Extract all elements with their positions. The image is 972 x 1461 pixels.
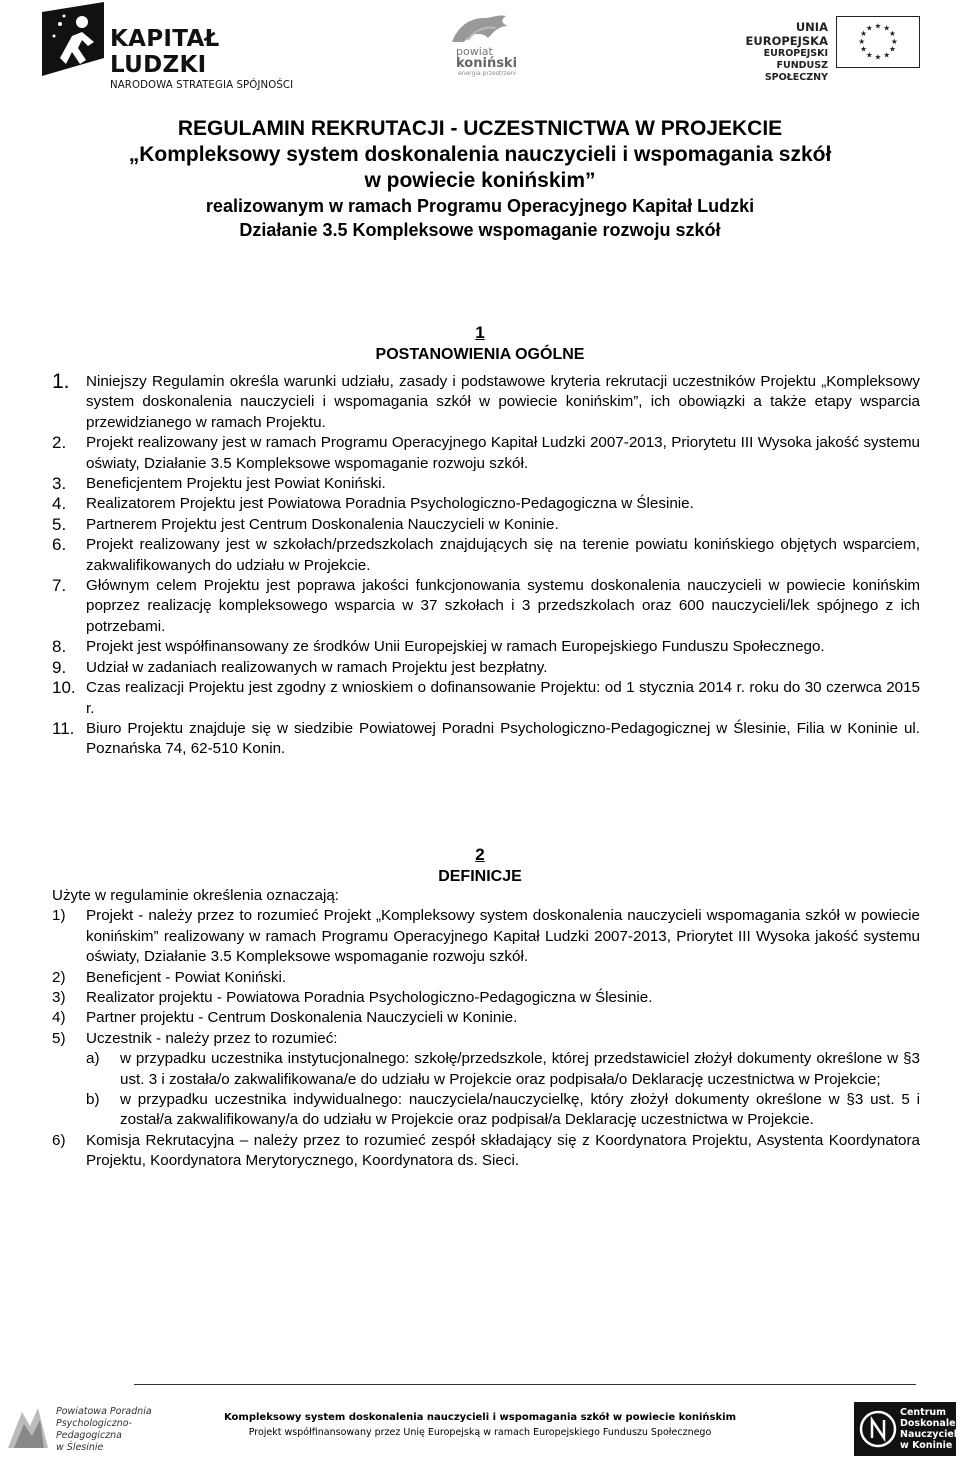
list-item: 4) Partner projektu - Centrum Doskonalenia Nauczycieli w Koninie. <box>52 1009 518 1027</box>
koninski-label: koniński <box>456 56 518 71</box>
eu-label: UNIA EUROPEJSKA <box>745 20 828 48</box>
title-line-5: Działanie 3.5 Kompleksowe wspomaganie rozwoju szkół <box>239 220 721 240</box>
powiat-koninski-logo <box>442 12 552 77</box>
list-item: 6. Projekt realizowany jest w szkołach/przedszkolach znajdujących się na terenie powiatu konińskiego objętych wsparciem, zakwalifikowanych do udziału w Projekcie. <box>52 535 920 574</box>
svg-text:★: ★ <box>888 44 896 54</box>
list-item: 9. Udział w zadaniach realizowanych w ramach Projektu jest bezpłatny. <box>52 657 548 677</box>
title-line-1: REGULAMIN REKRUTACJI - UCZESTNICTWA W PROJEKCIE <box>177 117 783 140</box>
powiat-tagline: energia przestrzeni <box>458 70 516 77</box>
svg-text:★: ★ <box>888 29 896 39</box>
list-item: 5. Partnerem Projektu jest Centrum Doskonalenia Nauczycieli w Koninie. <box>52 514 559 534</box>
title-line-3: w powiecie konińskim” <box>364 169 596 192</box>
list-item: 5) Uczestnik - należy przez to rozumieć: a) w przypadku uczestnika instytucjonalnego: szkołę/przedszkole, której przedstawiciel złożył dokumenty określone w §3 ust. 3 i została/o zakwalifikowana/e do udziału w Projekcie oraz podpisała/o Deklarację uczestnictwa w Projekcie; b) w przypadku uczestnika indywidualnego: nauczyciela/nauczycielkę, który złożył dokumenty określone w §3 ust. 5 i został/a zakwalifikowany/a do udziału w Projekcie oraz podpisał/a Deklarację uczestnictwa w Projekcie. <box>52 1029 920 1131</box>
section-1-title: POSTANOWIENIA OGÓLNE <box>375 346 585 363</box>
efs-label-1: EUROPEJSKI <box>763 48 828 59</box>
list-item: b) w przypadku uczestnika indywidualnego: nauczyciela/nauczycielkę, który złożył dokumenty określone w §3 ust. 5 i został/a zakwalifikowany/a do udziału w Projekcie oraz podpisał/a Deklarację uczestnictwa w Projekcie. <box>86 1091 920 1129</box>
section-1-list <box>52 372 920 760</box>
list-item: a) w przypadku uczestnika instytucjonalnego: szkołę/przedszkole, której przedstawiciel złożył dokumenty określone w §3 ust. 3 i została/o zakwalifikowana/e do udziału w Projekcie oraz podpisała/o Deklarację uczestnictwa w Projekcie; <box>86 1050 920 1088</box>
section-2-list <box>52 886 920 1172</box>
powiat-label: powiat <box>456 45 493 58</box>
svg-text:★: ★ <box>860 44 868 54</box>
list-item: 3. Beneficjentem Projektu jest Powiat Koniński. <box>52 474 386 494</box>
footer-funding-note: Projekt współfinansowany przez Unię Europejską w ramach Europejskiego Funduszu Społecznego <box>248 1427 712 1438</box>
svg-text:★: ★ <box>883 50 891 60</box>
title-line-2: „Kompleksowy system doskonalenia nauczycieli i wspomagania szkół <box>128 143 832 166</box>
definitions-lead: Użyte w regulaminie określenia oznaczają: <box>52 887 340 904</box>
kapital-ludzki-subtitle: NARODOWA STRATEGIA SPÓJNOŚCI <box>110 80 294 91</box>
cdn-mark-icon <box>858 1406 898 1452</box>
svg-text:★: ★ <box>890 36 898 46</box>
list-item: 2. Projekt realizowany jest w ramach Programu Operacyjnego Kapitał Ludzki 2007-2013, Priorytetu III Wysoka jakość systemu oświaty, Działanie 3.5 Kompleksowe wspomaganie rozwoju szkół. <box>52 433 920 472</box>
svg-text:★: ★ <box>883 23 891 33</box>
cdn-line-2: Doskonalenia <box>900 1418 972 1429</box>
poradnia-line-2: Psychologiczno-Pedagogiczna <box>56 1418 132 1441</box>
cdn-logo <box>854 1402 972 1456</box>
poradnia-line-1: Powiatowa Poradnia <box>56 1406 152 1417</box>
section-1-number: 1 <box>475 323 485 342</box>
svg-text:★: ★ <box>874 21 882 31</box>
svg-text:★: ★ <box>865 23 873 33</box>
svg-text:★: ★ <box>865 50 873 60</box>
kapital-ludzki-logo <box>42 2 302 91</box>
document-title <box>0 116 960 242</box>
section-2-number: 2 <box>475 845 485 864</box>
eu-logo <box>716 16 926 83</box>
footer-text <box>0 1410 960 1440</box>
list-item: 6) Komisja Rekrutacyjna – należy przez to rozumieć zespół składający się z Koordynatora Projektu, Asystenta Koordynatora Projektu, Koordynatora Merytorycznego, Koordynatora ds. Sieci. <box>52 1131 920 1170</box>
footer-project-name: Kompleksowy system doskonalenia nauczycieli i wspomagania szkół w powiecie konińskim <box>223 1412 737 1423</box>
list-item: 1) Projekt - należy przez to rozumieć Projekt „Kompleksowy system doskonalenia nauczycieli wspomagania szkół w powiecie konińskim” realizowany w ramach Programu Operacyjnego Kapitał Ludzki 2007-2013, Priorytet III Wysoka jakość systemu oświaty, Działanie 3.5 Kompleksowe wspomaganie rozwoju szkół. <box>52 907 920 966</box>
list-item: 4. Realizatorem Projektu jest Powiatowa Poradnia Psychologiczno-Pedagogiczna w Ślesinie. <box>52 494 694 514</box>
svg-text:★: ★ <box>858 36 866 46</box>
poradnia-line-3: w Ślesinie <box>56 1442 104 1453</box>
horse-icon <box>448 12 514 46</box>
section-2-heading <box>0 844 960 888</box>
page-header <box>0 0 960 91</box>
list-item: 10. Czas realizacji Projektu jest zgodny z wnioskiem o dofinansowanie Projektu: od 1 stycznia 2014 r. roku do 30 czerwca 2015 r. <box>52 678 920 717</box>
svg-text:★: ★ <box>860 29 868 39</box>
svg-text:★: ★ <box>874 52 882 62</box>
list-item: 1. Niniejszy Regulamin określa warunki udziału, zasady i podstawowe kryteria rekrutacji uczestników Projektu „Kompleksowy system doskonalenia nauczycieli i wspomagania szkół w powiecie konińskim”, ich obowiązki a także etapy wsparcia przewidzianego w ramach Projektu. <box>52 370 920 431</box>
cdn-line-3: Nauczycieli <box>900 1429 961 1440</box>
title-line-4: realizowanym w ramach Programu Operacyjnego Kapitał Ludzki <box>205 196 755 216</box>
list-item: 2) Beneficjent - Powiat Koniński. <box>52 968 287 986</box>
list-item: 8. Projekt jest współfinansowany ze środków Unii Europejskiej w ramach Europejskiego Funduszu Społecznego. <box>52 637 825 657</box>
section-2-title: DEFINICJE <box>438 868 522 885</box>
kapital-ludzki-title: KAPITAŁ LUDZKI <box>110 26 220 78</box>
participant-subtypes <box>86 1049 920 1131</box>
kapital-ludzki-figure-icon <box>42 2 104 76</box>
cdn-line-1: Centrum <box>900 1407 947 1418</box>
eu-flag-icon <box>836 16 920 68</box>
section-1-heading <box>0 322 960 366</box>
cdn-line-4: w Koninie <box>900 1440 953 1451</box>
list-item: 7. Głównym celem Projektu jest poprawa jakości funkcjonowania systemu doskonalenia nauczycieli w powiecie konińskim poprzez realizację kompleksowego wsparcia w 37 szkołach i 3 przedszkolach oraz 600 nauczycieli/lek spójnego z ich potrzebami. <box>52 576 920 635</box>
efs-label-2: FUNDUSZ SPOŁECZNY <box>764 60 828 83</box>
list-item: 11. Biuro Projektu znajduje się w siedzibie Powiatowej Poradni Psychologiczno-Pedagogicznej w Ślesinie, Filia w Koninie ul. Poznańska 74, 62-510 Konin. <box>52 718 920 758</box>
list-item: 3) Realizator projektu - Powiatowa Poradnia Psychologiczno-Pedagogiczna w Ślesinie. <box>52 989 653 1007</box>
footer-divider <box>134 1384 916 1385</box>
